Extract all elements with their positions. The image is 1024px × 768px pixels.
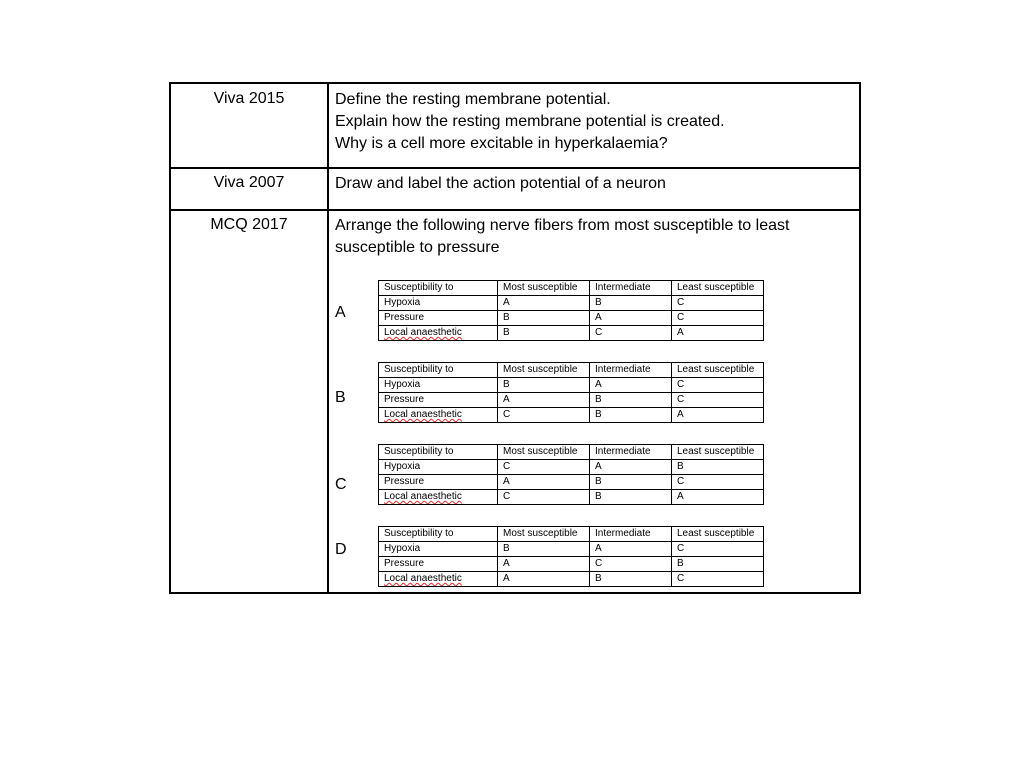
row-label-viva-2015: Viva 2015 [213, 90, 285, 107]
table-row [379, 490, 764, 505]
table-cell: C [672, 311, 764, 326]
table-row [379, 557, 764, 572]
table-row [379, 311, 764, 326]
option-label-c: C [335, 476, 347, 493]
table-cell: B [590, 296, 672, 311]
header-cell: Intermediate [590, 527, 672, 542]
row-header: Hypoxia [379, 378, 498, 393]
table-header-row [379, 445, 764, 460]
table-cell: A [498, 393, 590, 408]
header-cell: Most susceptible [498, 363, 590, 378]
table-cell: C [672, 393, 764, 408]
option-label-d: D [335, 541, 347, 558]
table-cell: A [498, 475, 590, 490]
table-cell: B [498, 378, 590, 393]
row-content-viva-2007 [335, 173, 855, 195]
row-content-mcq-2017 [335, 215, 855, 259]
header-cell: Susceptibility to [379, 281, 498, 296]
option-table-a [378, 280, 764, 341]
header-cell: Most susceptible [498, 445, 590, 460]
option-table-c [378, 444, 764, 505]
table-cell: B [590, 408, 672, 423]
row-header: Pressure [379, 475, 498, 490]
header-cell: Intermediate [590, 445, 672, 460]
table-cell: C [498, 460, 590, 475]
table-cell: B [672, 460, 764, 475]
question-line: Define the resting membrane potential. [335, 91, 611, 108]
table-row [379, 460, 764, 475]
question-line: Draw and label the action potential of a neuron [335, 175, 666, 192]
header-cell: Susceptibility to [379, 527, 498, 542]
table-row [379, 378, 764, 393]
table-cell: C [498, 490, 590, 505]
table-row [379, 296, 764, 311]
table-cell: A [498, 296, 590, 311]
table-row [379, 326, 764, 341]
table-row [379, 475, 764, 490]
row-content-viva-2015 [335, 89, 855, 155]
table-cell: C [672, 475, 764, 490]
question-table [169, 82, 861, 594]
table-header-row [379, 527, 764, 542]
table-cell: B [590, 393, 672, 408]
row-header: Local anaesthetic [379, 326, 498, 341]
table-cell: B [672, 557, 764, 572]
question-line: Explain how the resting membrane potential is created. [335, 113, 725, 130]
header-cell: Least susceptible [672, 445, 764, 460]
header-cell: Least susceptible [672, 527, 764, 542]
row-header: Local anaesthetic [379, 490, 498, 505]
row-header: Pressure [379, 393, 498, 408]
table-cell: C [672, 378, 764, 393]
row-header: Hypoxia [379, 542, 498, 557]
table-cell: B [590, 572, 672, 587]
row-header: Local anaesthetic [379, 408, 498, 423]
header-cell: Intermediate [590, 363, 672, 378]
header-cell: Least susceptible [672, 363, 764, 378]
row-header: Hypoxia [379, 460, 498, 475]
row-header: Local anaesthetic [379, 572, 498, 587]
option-table-d [378, 526, 764, 587]
table-cell: B [498, 542, 590, 557]
table-cell: C [672, 572, 764, 587]
header-cell: Susceptibility to [379, 363, 498, 378]
option-label-a: A [335, 304, 346, 321]
table-cell: A [590, 311, 672, 326]
table-cell: C [590, 557, 672, 572]
table-cell: A [498, 557, 590, 572]
table-row [379, 408, 764, 423]
table-cell: B [498, 326, 590, 341]
row-divider [171, 209, 859, 211]
table-row [379, 542, 764, 557]
row-label-mcq-2017: MCQ 2017 [210, 216, 288, 233]
option-label-b: B [335, 389, 346, 406]
table-header-row [379, 281, 764, 296]
table-cell: B [590, 475, 672, 490]
question-line: Arrange the following nerve fibers from most susceptible to least susceptible to pressure [335, 217, 790, 256]
table-cell: C [590, 326, 672, 341]
header-cell: Susceptibility to [379, 445, 498, 460]
row-label-viva-2007: Viva 2007 [213, 174, 285, 191]
row-divider [171, 167, 859, 169]
option-table-b [378, 362, 764, 423]
table-row [379, 572, 764, 587]
row-header: Hypoxia [379, 296, 498, 311]
row-header: Pressure [379, 557, 498, 572]
table-cell: C [498, 408, 590, 423]
header-cell: Most susceptible [498, 281, 590, 296]
table-cell: B [590, 490, 672, 505]
table-cell: A [498, 572, 590, 587]
table-cell: B [498, 311, 590, 326]
table-cell: A [672, 326, 764, 341]
table-cell: A [590, 378, 672, 393]
table-cell: C [672, 542, 764, 557]
header-cell: Least susceptible [672, 281, 764, 296]
table-cell: C [672, 296, 764, 311]
header-cell: Most susceptible [498, 527, 590, 542]
header-cell: Intermediate [590, 281, 672, 296]
table-cell: A [590, 542, 672, 557]
row-header: Pressure [379, 311, 498, 326]
table-row [379, 393, 764, 408]
question-line: Why is a cell more excitable in hyperkalaemia? [335, 135, 668, 152]
table-cell: A [672, 408, 764, 423]
table-cell: A [672, 490, 764, 505]
column-divider [327, 84, 329, 592]
table-header-row [379, 363, 764, 378]
table-cell: A [590, 460, 672, 475]
